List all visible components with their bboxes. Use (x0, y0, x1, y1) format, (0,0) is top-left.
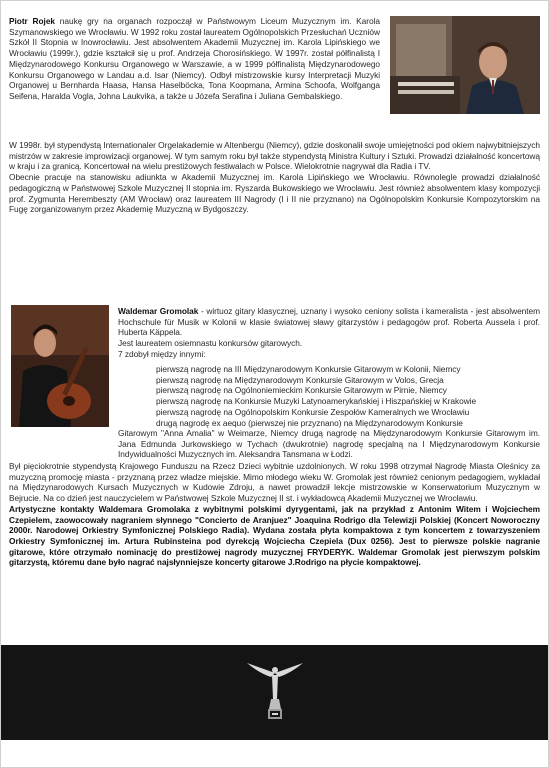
bio-gromolak-laureate: Jest laureatem osiemnastu konkursów gitarowych. (118, 338, 303, 349)
prize-item: pierwszą nagrodę na Ogólnoniemieckim Konkursie Gitarowym w Pirnie, Niemcy (156, 385, 447, 396)
winged-figure-emblem-icon (245, 659, 305, 723)
prize-item: pierwszą nagrodę na Międzynarodowym Konkursie Gitarowym w Volos, Grecja (156, 374, 444, 385)
prize-item: pierwszą nagrodę na Konkursie Muzyki Latynoamerykańskiej i Hiszpańskiej w Krakowie (156, 396, 477, 407)
bio-gromolak-name: Waldemar Gromolak (118, 306, 199, 316)
bio-rojek-p1-text: naukę gry na organach rozpoczął w Państwowym Liceum Muzycznym im. Karola Szymanowskiego we Wrocławiu. W 1992 roku został laureatem Ogólnopolskich Przesłuchań Uczniów Szkół II Stopnia w Inowrocławiu. Jest absolwentem Akademii Muzycznej im. Karola Lipińskiego we Wrocławiu (1999r.), gdzie kształcił się u prof. Andrzeja Chorosińskiego. W 1997r. został półfinalistą I Międzynarodowego Konkursu Organowego w Warszawie, a w 1999 półfinalistą Międzynarodowego Konkursu Organowego w Landau a.d. Isar (Niemcy). Odbył mistrzowskie kursy Interpretacji Muzyki Organowej u Bernharda Haasa, Hansa Haselböcka, Tona Koopmana, Armina Schoofa, Wolfganga Seifena, Haralda Vogla, Johna Laukvika, a także u Józefa Serafina i Juliana Gembalskiego. (9, 16, 380, 101)
photo-waldemar-gromolak (11, 305, 109, 427)
guitarist-photo-icon (11, 305, 109, 427)
bio-gromolak-paragraph-2: Był pięciokrotnie stypendystą Krajowego Funduszu na Rzecz Dzieci wybitnie uzdolnionych. W roku 1998 otrzymał Nagrodę Miasta Oleśnicy za muzyczną promocję miasta - przyznaną przez władze miejskie. Mimo młodego wieku W. Gromolak jest również cenionym pedagogiem, wykładał na Międzynarodowych Kursach Muzycznych w Kudowie Zdroju, a nawet prowadził lekcje mistrzowskie w Konserwatorium Muzycznym w Bejrucie. Na co dzień jest nauczycielem w Państwowej Szkole Muzycznej II st. i wykładowcą Akademii Muzycznej we Wrocławiu. (9, 461, 540, 504)
prize-item: drugą nagrodę ex aequo (pierwszej nie przyznano) na Międzynarodowym Konkursie (156, 417, 463, 428)
bio-gromolak-intro-text: - wirtuoz gitary klasycznej, uznany i wysoko ceniony solista i kameralista - jest absolwentem Hochschule für Musik w Kolonii w klasie światowej sławy gitarzystów i pedagogów prof. Roberta Aussela i prof. Huberta Käppela. (118, 306, 541, 338)
bio-gromolak-prizes-intro: 7 zdobył między innymi: (118, 348, 206, 359)
bio-gromolak-prizes-cont: Gitarowym "Anna Amalia" w Weimarze, Niemcy drugą nagrodę na Międzynarodowym Konkursie Gitarowym im. Jana Edmunda Jurkowskiego w Tychach (dwukrotnie) nagrodę specjalną na I Międzynarodowym Konkursie Indywidualności Muzycznych im. Aleksandra Tansmana w Łodzi. (118, 428, 540, 460)
bio-rojek-paragraph-3: Obecnie pracuje na stanowisku adiunkta w Akademii Muzycznej im. Karola Lipińskiego we Wrocławiu. Równolegle prowadzi działalność pedagogiczną w Państwowej Szkole Muzycznej II stopnia im. Ryszarda Bukowskiego we Wrocławiu. Jest również absolwentem klasy kompozycji prof. Zygmunta Herembeszty (AM Wrocław) oraz laureatem III Nagrody (I i II nie przyznano) na Ogólnopolskim Konkursie Kompozytorskim na Fugę zorganizowanym przez Akademię Muzyczną w Bydgoszczy. (9, 172, 540, 215)
bio-rojek-name: Piotr Rojek (9, 16, 56, 26)
bio-gromolak-paragraph-1 (118, 306, 540, 338)
photo-piotr-rojek (390, 16, 540, 114)
bio-rojek-paragraph-2: W 1998r. był stypendystą Internationaler Orgelakademie w Altenbergu (Niemcy), gdzie doskonalił swoje umiejętności pod okiem najwybitniejszych mistrzów w zakresie improwizacji organowej. W tym samym roku był także stypendystą Ministra Kultury i Sztuki. Prowadzi działalność koncertową w kraju i za granicą. Koncertował na wielu prestiżowych festiwalach w Polsce. Wielokrotnie nagrywał dla Radia i TV. (9, 140, 540, 172)
bio-rojek-paragraph-1 (9, 16, 380, 102)
bio-gromolak-prize-list (156, 364, 540, 428)
prize-item: pierwszą nagrodę na III Międzynarodowym Konkursie Gitarowym w Kolonii, Niemcy (156, 364, 461, 374)
organist-photo-icon (390, 16, 540, 114)
bio-gromolak-paragraph-3-bold: Artystyczne kontakty Waldemara Gromolaka z wybitnymi polskimi dyrygentami, jak na przykład z Antonim Witem i Wojciechem Czepielem, zaowocowały nagraniem słynnego "Concierto de Aranjuez" Joaquina Rodrigo dla Telewizji Polskiej (Koncert Noworoczny 2000r. Narodowej Orkiestry Symfonicznej Polskiego Radia). Wydana została płyta kompaktowa z tym koncertem z towarzyszeniem Orkiestry Symfonicznej im. Artura Rubinsteina pod dyrekcją Wojciecha Czepiela (Dux 0256). Jest to pierwsze polskie nagranie gitarowe, które otrzymało nominację do prestiżowej nagrody muzycznej FRYDERYK. Waldemar Gromolak jest pierwszym polskim gitarzystą, któremu dane było nagrać najsłynniejsze koncerty gitarowe J.Rodrigo na płycie kompaktowej. (9, 503, 540, 568)
bio-gromolak-text-wide (9, 461, 540, 568)
bio-gromolak-intro (118, 306, 540, 360)
bio-rojek-text-wide (9, 140, 540, 215)
bio-gromolak-paragraph-3 (9, 504, 540, 568)
bio-gromolak-prizes-continued (118, 428, 540, 460)
prize-item: pierwszą nagrodę na Ogólnopolskim Konkursie Zespołów Kameralnych we Wrocławiu (156, 406, 470, 417)
bio-rojek-text (9, 16, 380, 102)
